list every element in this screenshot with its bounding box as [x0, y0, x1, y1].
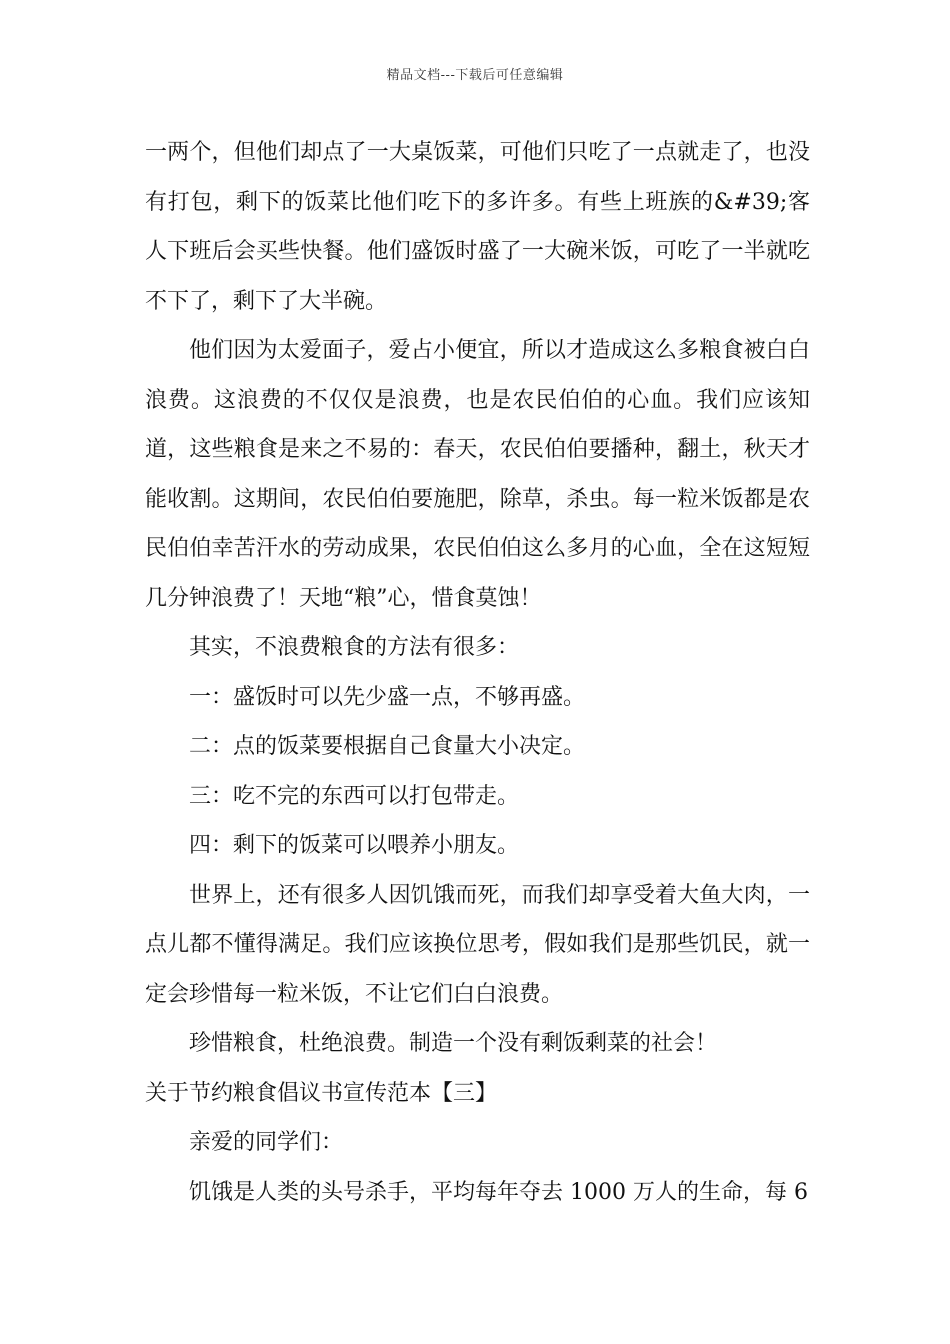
page-header: 精品文档---下载后可任意编辑 [386, 68, 564, 83]
list-item-3: 三：吃不完的东西可以打包带走。 [189, 783, 520, 809]
list-item-4: 四：剩下的饭菜可以喂养小朋友。 [189, 833, 520, 858]
paragraph-3: 其实，不浪费粮食的方法有很多： [189, 635, 520, 660]
list-item-2: 二：点的饭菜要根据自己食量大小决定。 [189, 734, 586, 759]
paragraph-1: 一两个，但他们却点了一大桌饭菜，可他们只吃了一点就走了，也没有打包，剩下的饭菜比他们吃下的多许多。有些上班族的&#39;客人下班后会买些快餐。他们盛饭时盛了一大碗米饭，可吃了一半就吃不下了，剩下了大半碗。 [145, 140, 810, 314]
section-heading: 关于节约粮食倡议书宣传范本【三】 [145, 1080, 498, 1106]
salutation: 亲爱的同学们： [189, 1130, 344, 1155]
list-item-1: 一：盛饭时可以先少盛一点，不够再盛。 [189, 684, 586, 710]
paragraph-6: 饥饿是人类的头号杀手，平均每年夺去 1000 万人的生命，每 6 [189, 1179, 808, 1205]
paragraph-4: 世界上，还有很多人因饥饿而死，而我们却享受着大鱼大肉，一点儿都不懂得满足。我们应该换位思考，假如我们是那些饥民，就一定会珍惜每一粒米饭，不让它们白白浪费。 [145, 882, 810, 1007]
paragraph-5: 珍惜粮食，杜绝浪费。制造一个没有剩饭剩菜的社会！ [189, 1031, 718, 1056]
paragraph-2: 他们因为太爱面子，爱占小便宜，所以才造成这么多粮食被白白浪费。这浪费的不仅仅是浪费，也是农民伯伯的心血。我们应该知道，这些粮食是来之不易的：春天，农民伯伯要播种，翻土，秋天才能收割。这期间，农民伯伯要施肥，除草，杀虫。每一粒米饭都是农民伯伯幸苦汗水的劳动成果，农民伯伯这么多月的心血，全在这短短几分钟浪费了！天地“粮”心，惜食莫蚀！ [145, 338, 810, 611]
document-body [145, 128, 810, 1217]
